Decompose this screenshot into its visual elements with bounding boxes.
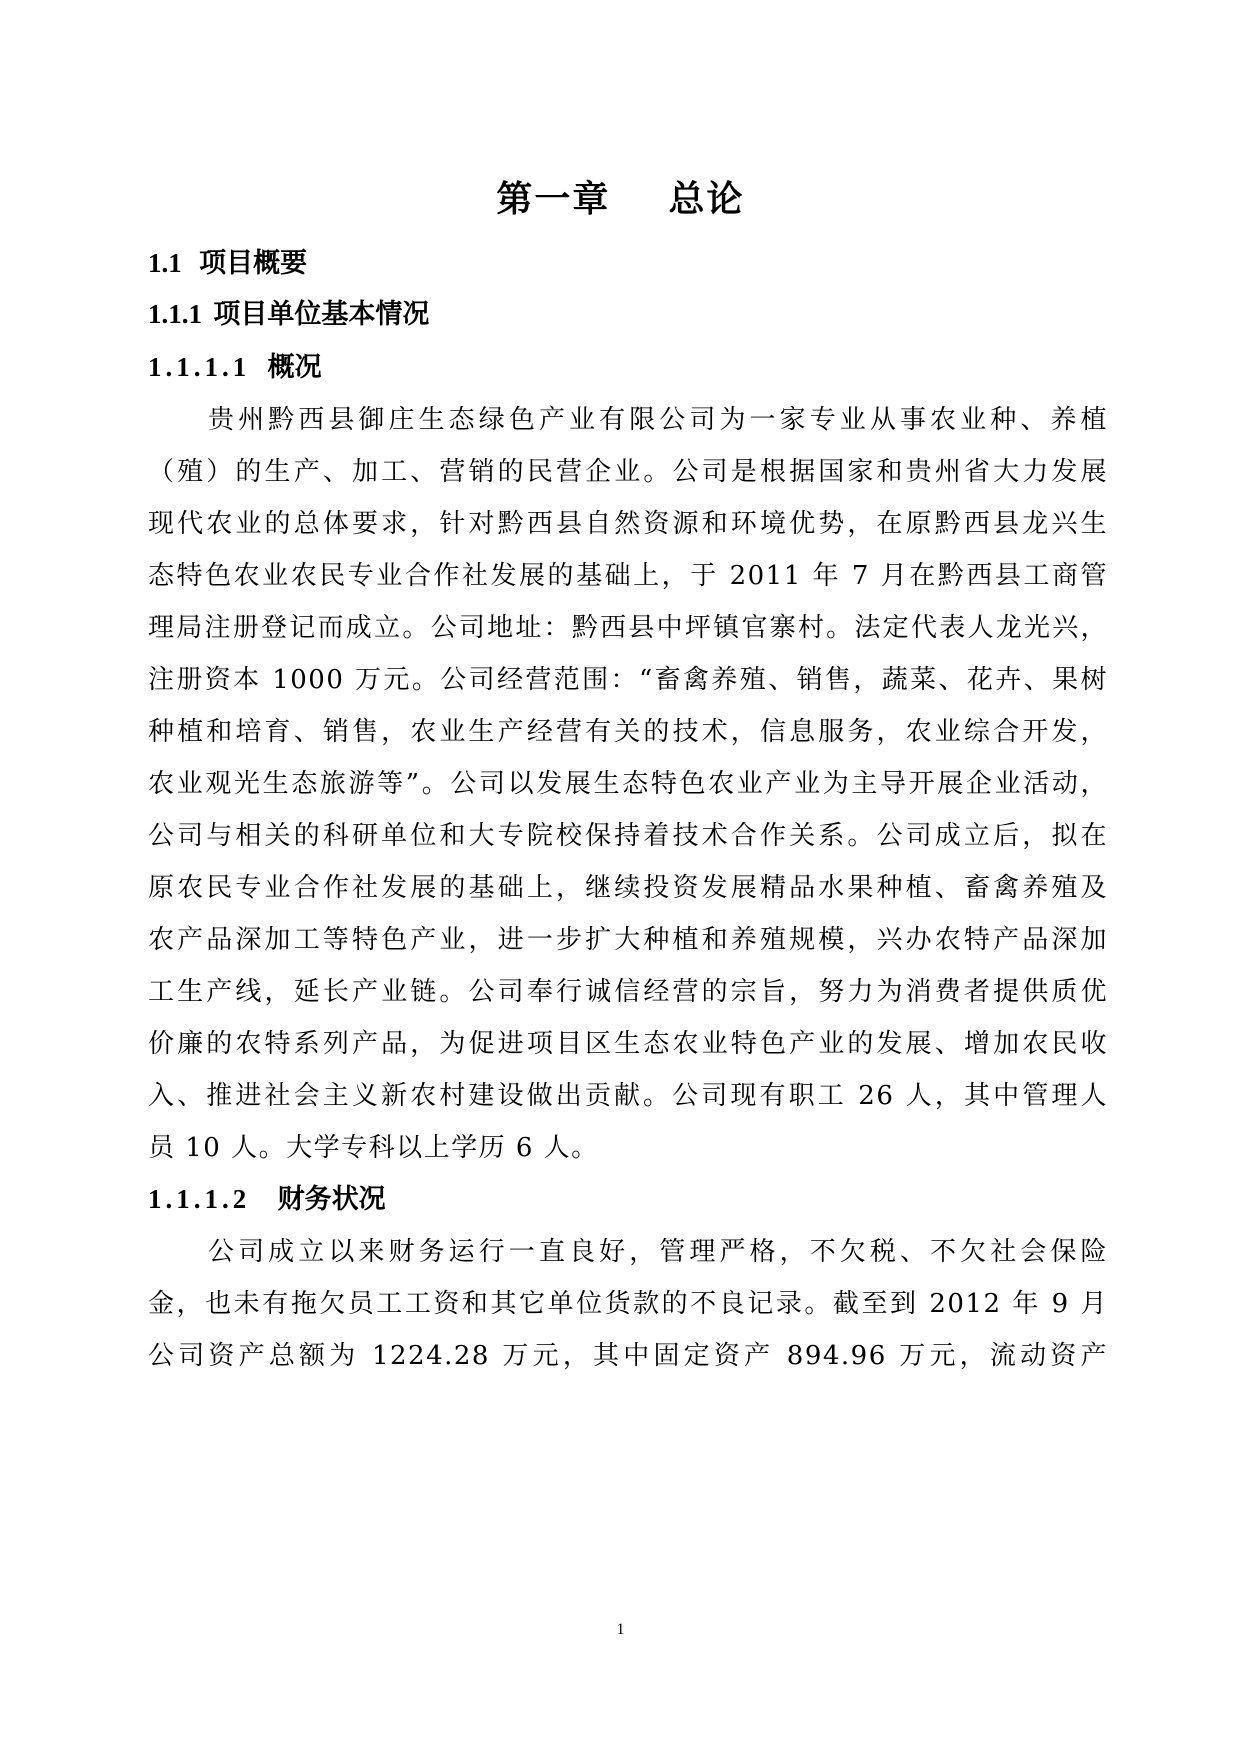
section-title: 概况 bbox=[267, 352, 322, 383]
paragraph-line: 员 10 人。大学专科以上学历 6 人。 bbox=[148, 1133, 599, 1163]
paragraph-line: 公司资产总额为 1224.28 万元，其中固定资产 894.96 万元，流动资产 bbox=[148, 1341, 1108, 1371]
section-heading-1-1-1 bbox=[148, 294, 429, 335]
paragraph-line: 入、推进社会主义新农村建设做出贡献。公司现有职工 26 人，其中管理人 bbox=[148, 1081, 1108, 1111]
section-number: 1.1 bbox=[148, 248, 182, 278]
paragraph-line: 工生产线，延长产业链。公司奉行诚信经营的宗旨，努力为消费者提供质优 bbox=[148, 977, 1108, 1007]
paragraph-line: 种植和培育、销售，农业生产经营有关的技术，信息服务，农业综合开发， bbox=[148, 717, 1108, 747]
paragraph-line: 金，也未有拖欠员工工资和其它单位货款的不良记录。截至到 2012 年 9 月 bbox=[148, 1289, 1108, 1319]
section-number: 1.1.1 bbox=[148, 299, 202, 329]
page-number: 1 bbox=[616, 1621, 625, 1638]
section-heading-1-1-1-1 bbox=[148, 347, 322, 388]
section-heading-1-1-1-2 bbox=[148, 1179, 386, 1220]
paragraph-line: 原农民专业合作社发展的基础上，继续投资发展精品水果种植、畜禽养殖及 bbox=[148, 873, 1108, 903]
paragraph-line: 农产品深加工等特色产业，进一步扩大种植和养殖规模，兴办农特产品深加 bbox=[148, 925, 1108, 955]
chapter-title: 第一章 总论 bbox=[496, 179, 745, 220]
paragraph-line: 贵州黔西县御庄生态绿色产业有限公司为一家专业从事农业种、养植 bbox=[208, 405, 1108, 435]
paragraph-line: 农业观光生态旅游等”。公司以发展生态特色农业产业为主导开展企业活动， bbox=[148, 769, 1108, 799]
paragraph-line: 价廉的农特系列产品，为促进项目区生态农业特色产业的发展、增加农民收 bbox=[148, 1029, 1108, 1059]
paragraph-line: 理局注册登记而成立。公司地址：黔西县中坪镇官寨村。法定代表人龙光兴， bbox=[148, 613, 1108, 643]
section-heading-1-1 bbox=[148, 243, 307, 284]
paragraph-line: 公司与相关的科研单位和大专院校保持着技术合作关系。公司成立后，拟在 bbox=[148, 821, 1108, 851]
section-title: 项目单位基本情况 bbox=[213, 299, 430, 330]
paragraph-line: （殖）的生产、加工、营销的民营企业。公司是根据国家和贵州省大力发展 bbox=[148, 457, 1108, 487]
paragraph-line: 现代农业的总体要求，针对黔西县自然资源和环境优势，在原黔西县龙兴生 bbox=[148, 509, 1108, 539]
section-title: 财务状况 bbox=[277, 1184, 386, 1215]
paragraph-line: 注册资本 1000 万元。公司经营范围：“畜禽养殖、销售，蔬菜、花卉、果树 bbox=[148, 665, 1108, 695]
paragraph-line: 公司成立以来财务运行一直良好，管理严格，不欠税、不欠社会保险 bbox=[208, 1237, 1108, 1267]
paragraph-line: 态特色农业农民专业合作社发展的基础上，于 2011 年 7 月在黔西县工商管 bbox=[148, 561, 1108, 591]
section-title: 项目概要 bbox=[199, 248, 308, 279]
section-number: 1.1.1.2 bbox=[148, 1184, 251, 1214]
section-number: 1.1.1.1 bbox=[148, 352, 251, 382]
